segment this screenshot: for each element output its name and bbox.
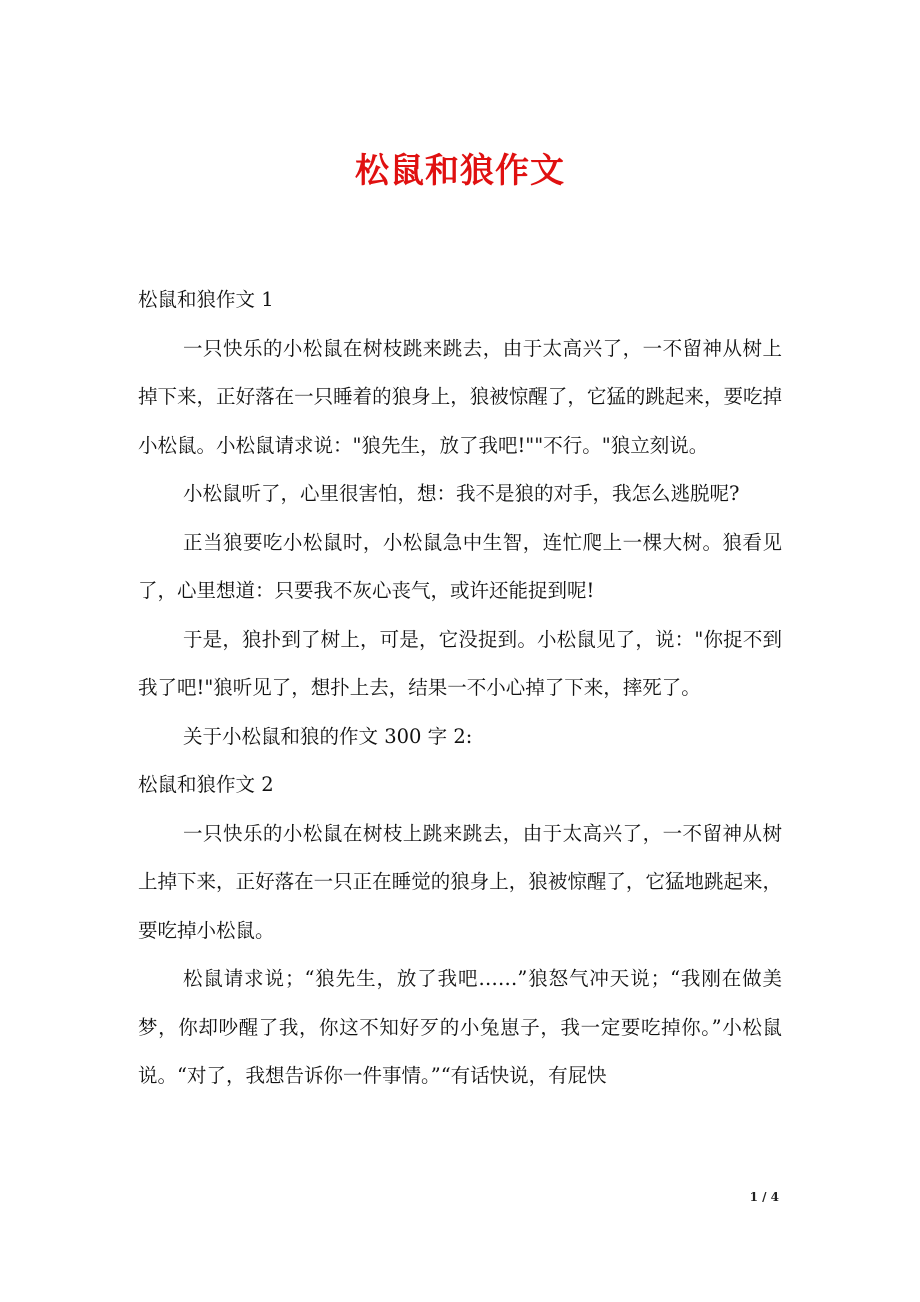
page-number: 1 / 4: [749, 1190, 779, 1204]
paragraph: 于是，狼扑到了树上，可是，它没捉到。小松鼠见了，说："你捉不到我了吧!"狼听见了，想扑上去，结果一不小心掉了下来，摔死了。: [138, 627, 782, 699]
paragraph: 松鼠和狼作文 1: [138, 288, 274, 311]
paragraph: 松鼠和狼作文 2: [138, 773, 274, 796]
document-body: [138, 276, 782, 1101]
paragraph: 正当狼要吃小松鼠时，小松鼠急中生智，连忙爬上一棵大树。狼看见了，心里想道：只要我不灰心丧气，或许还能捉到呢!: [138, 530, 782, 602]
paragraph: 一只快乐的小松鼠在树枝上跳来跳去，由于太高兴了，一不留神从树上掉下来，正好落在一只正在睡觉的狼身上，狼被惊醒了，它猛地跳起来，要吃掉小松鼠。: [138, 821, 782, 942]
paragraph: 关于小松鼠和狼的作文 300 字 2:: [183, 724, 473, 748]
paragraph: 一只快乐的小松鼠在树枝跳来跳去，由于太高兴了，一不留神从树上掉下来，正好落在一只睡着的狼身上，狼被惊醒了，它猛的跳起来，要吃掉小松鼠。小松鼠请求说："狼先生，放了我吧!""不行。"狼立刻说。: [138, 336, 782, 457]
paragraph: 松鼠请求说；“狼先生，放了我吧……”狼怒气冲天说；“我刚在做美梦，你却吵醒了我，你这不知好歹的小兔崽子，我一定要吃掉你。”小松鼠说。“对了，我想告诉你一件事情。”“有话快说，有屁快: [138, 967, 782, 1087]
document-title: 松鼠和狼作文: [355, 151, 565, 191]
paragraph: 小松鼠听了，心里很害怕，想：我不是狼的对手，我怎么逃脱呢?: [183, 482, 740, 505]
